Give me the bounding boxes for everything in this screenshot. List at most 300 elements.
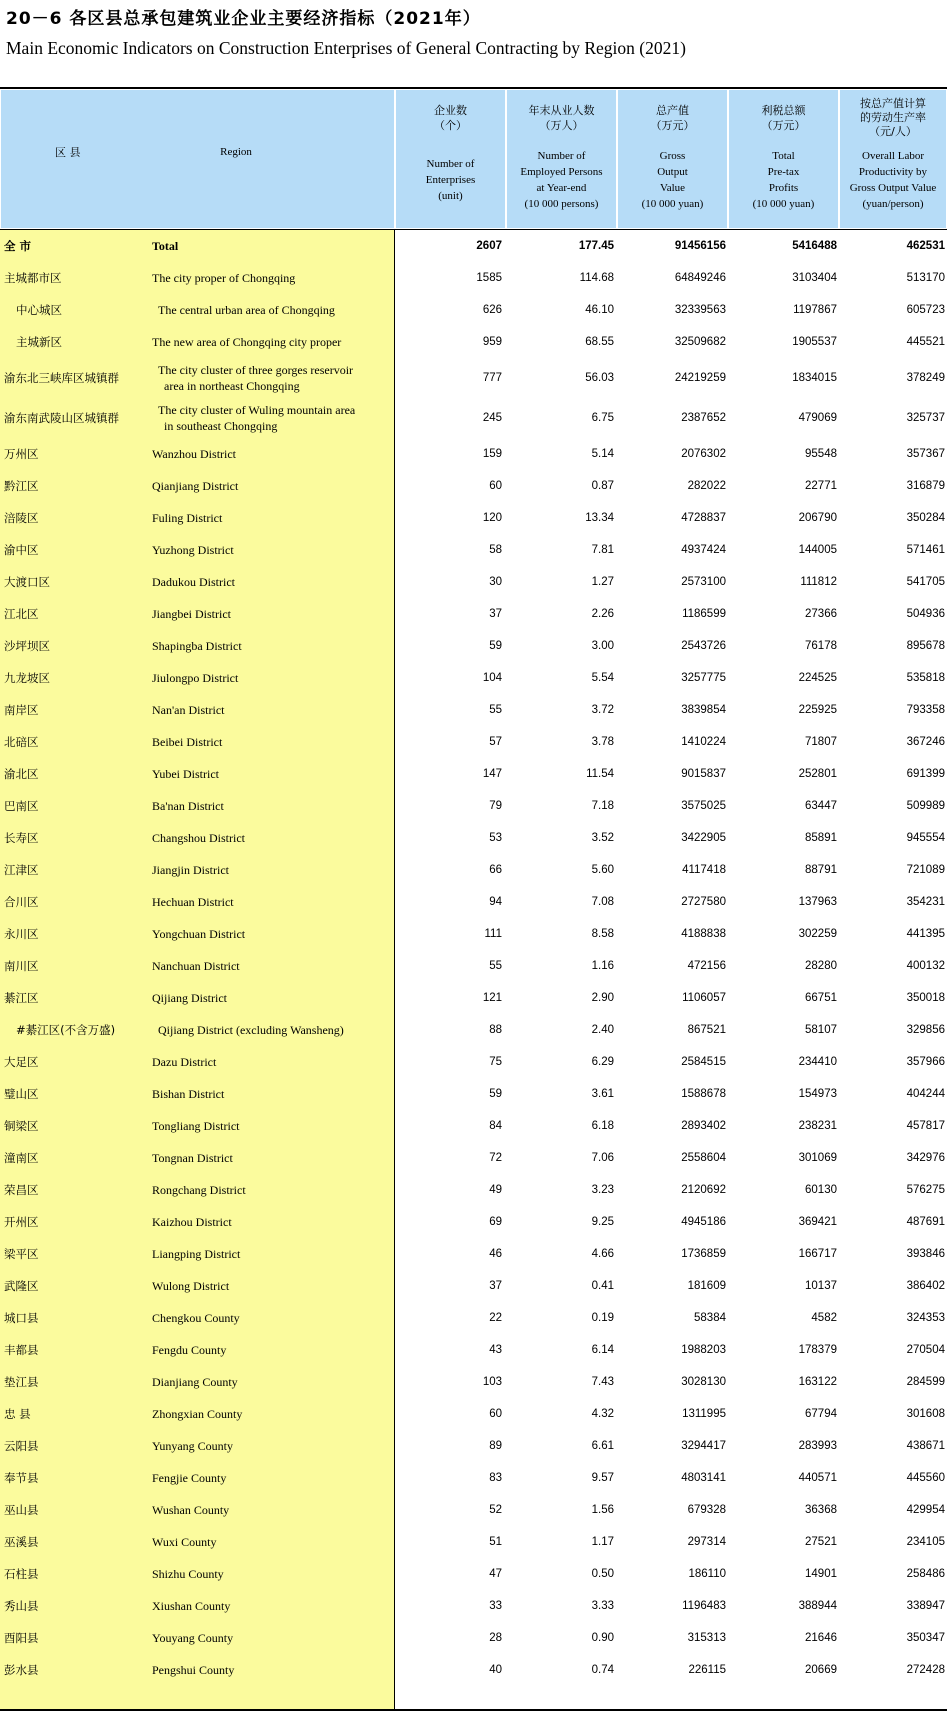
cell-productivity: 504936 <box>906 608 945 620</box>
row-region-cn: 忠 县 <box>4 1407 31 1421</box>
table-row <box>0 1046 947 1078</box>
header-col5-en3: Gross Output Value <box>849 182 937 194</box>
cell-employed: 9.25 <box>591 1216 614 1228</box>
row-region-cn: 渝东南武陵山区城镇群 <box>4 411 119 425</box>
table-row <box>0 398 947 438</box>
cell-productivity: 324353 <box>906 1312 945 1324</box>
cell-output: 32339563 <box>674 304 726 316</box>
row-region-en: Fengdu County <box>152 1343 227 1357</box>
table-row <box>0 918 947 950</box>
cell-enterprises: 121 <box>482 992 502 1004</box>
cell-output: 24219259 <box>674 372 726 384</box>
cell-employed: 1.17 <box>591 1536 614 1548</box>
table-row <box>0 502 947 534</box>
cell-output: 1106057 <box>682 992 726 1004</box>
row-region-en: Nanchuan District <box>152 959 240 973</box>
cell-profits: 369421 <box>798 1216 837 1228</box>
cell-productivity: 386402 <box>906 1280 945 1292</box>
cell-enterprises: 33 <box>489 1600 502 1612</box>
header-col2-en2: Employed Persons <box>520 166 603 178</box>
row-region-en: Shapingba District <box>152 639 242 653</box>
cell-enterprises: 159 <box>482 448 502 460</box>
cell-enterprises: 147 <box>482 768 502 780</box>
header-col-productivity <box>839 89 947 229</box>
cell-enterprises: 2607 <box>476 240 502 252</box>
cell-productivity: 357966 <box>906 1056 945 1068</box>
row-region-en: Qijiang District (excluding Wansheng) <box>158 1023 344 1037</box>
cell-output: 1588678 <box>681 1088 726 1100</box>
row-region-en: Ba'nan District <box>152 799 224 813</box>
table-row <box>0 470 947 502</box>
table-row <box>0 230 947 262</box>
cell-profits: 238231 <box>798 1120 837 1132</box>
cell-productivity: 325737 <box>906 412 945 424</box>
row-region-cn: 北碚区 <box>4 735 39 749</box>
row-region-cn: 涪陵区 <box>4 511 39 525</box>
cell-profits: 14901 <box>805 1568 837 1580</box>
cell-profits: 88791 <box>805 864 837 876</box>
row-region-en: Fengjie County <box>152 1471 227 1485</box>
cell-enterprises: 59 <box>489 1088 502 1100</box>
row-region-en: Xiushan County <box>152 1599 231 1613</box>
cell-employed: 7.81 <box>591 544 614 556</box>
header-col4-en3: Profits <box>768 182 799 194</box>
cell-profits: 154973 <box>798 1088 837 1100</box>
row-region-cn: 长寿区 <box>4 831 39 845</box>
cell-profits: 76178 <box>805 640 837 652</box>
cell-profits: 388944 <box>798 1600 837 1612</box>
header-col3-en2: Output <box>657 166 688 178</box>
cell-enterprises: 777 <box>482 372 502 384</box>
cell-enterprises: 103 <box>482 1376 502 1388</box>
cell-productivity: 445560 <box>906 1472 945 1484</box>
row-region-cn: 垫江县 <box>4 1375 39 1389</box>
row-region-cn: 丰都县 <box>4 1343 39 1357</box>
cell-enterprises: 59 <box>489 640 502 652</box>
header-region-en: Region <box>220 146 252 158</box>
table-row <box>0 1270 947 1302</box>
table-row <box>0 326 947 358</box>
header-col5-cn3: （元/人） <box>869 125 917 138</box>
cell-profits: 21646 <box>805 1632 837 1644</box>
table-row <box>0 982 947 1014</box>
cell-profits: 22771 <box>805 480 837 492</box>
table-row <box>0 1622 947 1654</box>
header-col-output <box>617 89 728 229</box>
cell-profits: 95548 <box>805 448 837 460</box>
row-region-cn: 大渡口区 <box>4 575 50 589</box>
cell-enterprises: 22 <box>489 1312 502 1324</box>
row-region-en: Yuzhong District <box>152 543 234 557</box>
table-row <box>0 598 947 630</box>
cell-output: 181609 <box>687 1280 726 1292</box>
cell-employed: 6.75 <box>591 412 614 424</box>
cell-output: 297314 <box>687 1536 726 1548</box>
cell-output: 2584515 <box>681 1056 726 1068</box>
table-row <box>0 694 947 726</box>
row-region-cn: 永川区 <box>4 927 39 941</box>
row-region-cn: 石柱县 <box>4 1567 39 1581</box>
cell-profits: 1905537 <box>792 336 837 348</box>
header-region-cell <box>0 89 395 229</box>
cell-productivity: 357367 <box>906 448 945 460</box>
cell-productivity: 513170 <box>906 272 945 284</box>
cell-profits: 440571 <box>798 1472 837 1484</box>
cell-output: 64849246 <box>674 272 726 284</box>
cell-profits: 1197867 <box>793 304 837 316</box>
cell-employed: 5.60 <box>591 864 614 876</box>
cell-output: 4803141 <box>681 1472 726 1484</box>
row-region-en <box>158 358 353 398</box>
cell-enterprises: 111 <box>484 928 502 940</box>
cell-output: 315313 <box>687 1632 726 1644</box>
cell-enterprises: 53 <box>489 832 502 844</box>
cell-profits: 137963 <box>798 896 837 908</box>
cell-enterprises: 959 <box>482 336 502 348</box>
table-row <box>0 854 947 886</box>
cell-profits: 1834015 <box>792 372 837 384</box>
header-col3-en4: (10 000 yuan) <box>641 198 704 210</box>
cell-productivity: 350347 <box>906 1632 945 1644</box>
row-region-cn: #綦江区(不含万盛) <box>16 1023 116 1037</box>
row-region-en: Tongnan District <box>152 1151 233 1165</box>
row-region-en: Wanzhou District <box>152 447 237 461</box>
cell-enterprises: 69 <box>489 1216 502 1228</box>
table-row <box>0 662 947 694</box>
header-col4-en4: (10 000 yuan) <box>752 198 815 210</box>
cell-productivity: 462531 <box>906 240 945 252</box>
table-row <box>0 1206 947 1238</box>
row-region-en: Qianjiang District <box>152 479 239 493</box>
header-col3-cn1: 总产值 <box>656 104 689 117</box>
table-row <box>0 726 947 758</box>
row-region-en: The new area of Chongqing city proper <box>152 335 342 349</box>
row-region-cn: 全 市 <box>4 239 32 253</box>
cell-output: 1988203 <box>681 1344 726 1356</box>
cell-productivity: 350018 <box>906 992 945 1004</box>
table-row <box>0 886 947 918</box>
row-region-en-line2: in southeast Chongqing <box>164 419 278 433</box>
cell-employed: 0.41 <box>591 1280 614 1292</box>
cell-output: 58384 <box>694 1312 726 1324</box>
header-col-profits <box>728 89 839 229</box>
cell-output: 3839854 <box>681 704 726 716</box>
row-region-en: Zhongxian County <box>152 1407 243 1421</box>
table-row <box>0 358 947 398</box>
header-col2-cn1: 年末从业人数 <box>528 104 595 117</box>
row-region-cn: 城口县 <box>4 1311 39 1325</box>
cell-employed: 0.90 <box>591 1632 614 1644</box>
cell-output: 3257775 <box>681 672 726 684</box>
cell-output: 9015837 <box>681 768 726 780</box>
cell-enterprises: 58 <box>489 544 502 556</box>
row-region-en: Liangping District <box>152 1247 241 1261</box>
table-row <box>0 1526 947 1558</box>
table-row <box>0 1398 947 1430</box>
cell-employed: 0.87 <box>591 480 614 492</box>
cell-employed: 3.33 <box>591 1600 614 1612</box>
table-body <box>0 230 947 1686</box>
cell-enterprises: 104 <box>482 672 502 684</box>
header-col1-cn2: （个） <box>434 119 467 132</box>
row-region-en: Chengkou County <box>152 1311 240 1325</box>
table-row <box>0 1590 947 1622</box>
cell-profits: 5416488 <box>792 240 837 252</box>
row-region-en: Kaizhou District <box>152 1215 232 1229</box>
cell-productivity: 272428 <box>906 1664 945 1676</box>
cell-profits: 10137 <box>805 1280 837 1292</box>
cell-enterprises: 88 <box>489 1024 502 1036</box>
cell-enterprises: 51 <box>489 1536 502 1548</box>
cell-output: 3575025 <box>681 800 726 812</box>
cell-employed: 3.00 <box>591 640 614 652</box>
row-region-en: Youyang County <box>152 1631 234 1645</box>
cell-profits: 67794 <box>805 1408 837 1420</box>
table-row <box>0 790 947 822</box>
row-region-cn: 渝中区 <box>4 543 39 557</box>
cell-productivity: 793358 <box>906 704 945 716</box>
cell-employed: 7.06 <box>591 1152 614 1164</box>
cell-enterprises: 1585 <box>476 272 502 284</box>
cell-productivity: 895678 <box>906 640 945 652</box>
cell-productivity: 441395 <box>906 928 945 940</box>
row-region-cn: 荣昌区 <box>4 1183 39 1197</box>
table-row <box>0 822 947 854</box>
row-region-en: Jiangjin District <box>152 863 229 877</box>
row-region-en: Yongchuan District <box>152 927 246 941</box>
row-region-cn: 巴南区 <box>4 799 39 813</box>
cell-productivity: 258486 <box>906 1568 945 1580</box>
cell-productivity: 234105 <box>906 1536 945 1548</box>
row-region-cn: 巫山县 <box>4 1503 39 1517</box>
row-region-cn: 合川区 <box>4 895 39 909</box>
cell-output: 4117418 <box>682 864 726 876</box>
table-row <box>0 294 947 326</box>
table-row <box>0 950 947 982</box>
cell-employed: 13.34 <box>585 512 614 524</box>
cell-employed: 1.56 <box>591 1504 614 1516</box>
cell-employed: 7.18 <box>591 800 614 812</box>
cell-output: 226115 <box>688 1664 726 1676</box>
table-header <box>0 89 947 229</box>
row-region-cn: 酉阳县 <box>4 1631 39 1645</box>
row-region-en-line1: The city cluster of Wuling mountain area <box>158 403 356 417</box>
cell-employed: 1.27 <box>591 576 614 588</box>
cell-profits: 58107 <box>805 1024 837 1036</box>
row-region-cn: 奉节县 <box>4 1471 39 1485</box>
cell-output: 2893402 <box>681 1120 726 1132</box>
row-region-cn: 九龙坡区 <box>4 671 50 685</box>
cell-enterprises: 626 <box>482 304 502 316</box>
table-row <box>0 1558 947 1590</box>
cell-profits: 283993 <box>798 1440 837 1452</box>
header-col1-en2: Enterprises <box>425 174 476 186</box>
cell-output: 4937424 <box>681 544 726 556</box>
cell-employed: 7.43 <box>591 1376 614 1388</box>
cell-employed: 3.52 <box>591 832 614 844</box>
table-row <box>0 1110 947 1142</box>
row-region-cn: 綦江区 <box>4 991 39 1005</box>
cell-output: 1410224 <box>681 736 726 748</box>
row-region-en: Total <box>152 239 179 253</box>
cell-profits: 27521 <box>805 1536 837 1548</box>
cell-output: 2387652 <box>681 412 726 424</box>
cell-productivity: 438671 <box>906 1440 945 1452</box>
table-row <box>0 1174 947 1206</box>
cell-output: 186110 <box>688 1568 726 1580</box>
table-row <box>0 566 947 598</box>
header-col-employed <box>506 89 617 229</box>
cell-employed: 0.50 <box>591 1568 614 1580</box>
cell-employed: 6.14 <box>591 1344 614 1356</box>
table-row <box>0 1654 947 1686</box>
cell-output: 3294417 <box>681 1440 726 1452</box>
row-region-cn: 南川区 <box>4 959 39 973</box>
cell-profits: 27366 <box>805 608 837 620</box>
row-region-en: Jiangbei District <box>152 607 231 621</box>
row-region-en: Dazu District <box>152 1055 217 1069</box>
cell-productivity: 576275 <box>906 1184 945 1196</box>
cell-employed: 2.40 <box>591 1024 614 1036</box>
header-col4-en2: Pre-tax <box>767 166 800 178</box>
cell-profits: 60130 <box>805 1184 837 1196</box>
row-region-en: Rongchang District <box>152 1183 246 1197</box>
header-col5-cn2: 的劳动生产率 <box>860 111 926 124</box>
table-title-chinese: 20－6 各区县总承包建筑业企业主要经济指标（2021年） <box>6 9 481 29</box>
cell-productivity: 270504 <box>906 1344 945 1356</box>
cell-profits: 111812 <box>800 576 837 588</box>
row-region-cn: 彭水县 <box>4 1663 39 1677</box>
cell-employed: 2.26 <box>591 608 614 620</box>
cell-output: 1311995 <box>682 1408 726 1420</box>
table-row <box>0 1302 947 1334</box>
row-region-en: The central urban area of Chongqing <box>158 303 335 317</box>
header-col3-en1: Gross <box>659 150 686 162</box>
row-region-en-line2: area in northeast Chongqing <box>164 379 300 393</box>
cell-enterprises: 40 <box>489 1664 502 1676</box>
cell-profits: 4582 <box>811 1312 837 1324</box>
cell-productivity: 945554 <box>906 832 945 844</box>
row-region-en: Pengshui County <box>152 1663 235 1677</box>
cell-employed: 3.23 <box>591 1184 614 1196</box>
cell-enterprises: 120 <box>482 512 502 524</box>
header-col5-en4: (yuan/person) <box>862 198 924 210</box>
cell-productivity: 571461 <box>906 544 945 556</box>
cell-output: 3422905 <box>681 832 726 844</box>
cell-output: 867521 <box>687 1024 726 1036</box>
cell-employed: 9.57 <box>591 1472 614 1484</box>
cell-productivity: 404244 <box>906 1088 945 1100</box>
cell-productivity: 338947 <box>906 1600 945 1612</box>
cell-output: 91456156 <box>674 240 726 252</box>
cell-profits: 178379 <box>798 1344 837 1356</box>
cell-output: 472156 <box>687 960 726 972</box>
row-region-cn: 沙坪坝区 <box>4 639 50 653</box>
cell-enterprises: 89 <box>489 1440 502 1452</box>
cell-employed: 7.08 <box>591 896 614 908</box>
row-region-cn: 铜梁区 <box>4 1119 39 1133</box>
header-col2-en1: Number of <box>537 150 586 162</box>
row-region-en: Nan'an District <box>152 703 225 717</box>
cell-productivity: 429954 <box>906 1504 945 1516</box>
cell-employed: 68.55 <box>585 336 614 348</box>
row-region-en: Hechuan District <box>152 895 234 909</box>
cell-employed: 0.19 <box>591 1312 614 1324</box>
row-region-en: Dadukou District <box>152 575 235 589</box>
cell-profits: 3103404 <box>792 272 837 284</box>
row-region-en: Beibei District <box>152 735 223 749</box>
cell-output: 2543726 <box>681 640 726 652</box>
row-region-en: Shizhu County <box>152 1567 224 1581</box>
cell-productivity: 541705 <box>906 576 945 588</box>
cell-enterprises: 60 <box>489 480 502 492</box>
cell-productivity: 301608 <box>906 1408 945 1420</box>
row-region-en <box>158 398 355 438</box>
cell-profits: 225925 <box>798 704 837 716</box>
row-region-en: The city proper of Chongqing <box>152 271 296 285</box>
row-region-en: Jiulongpo District <box>152 671 239 685</box>
header-col4-cn1: 利税总额 <box>761 104 806 117</box>
cell-profits: 301069 <box>798 1152 837 1164</box>
cell-enterprises: 94 <box>489 896 502 908</box>
cell-employed: 8.58 <box>591 928 614 940</box>
cell-output: 1736859 <box>681 1248 726 1260</box>
cell-enterprises: 37 <box>489 608 502 620</box>
cell-profits: 206790 <box>798 512 837 524</box>
cell-profits: 66751 <box>805 992 837 1004</box>
cell-employed: 46.10 <box>585 304 614 316</box>
row-region-en: Fuling District <box>152 511 223 525</box>
row-region-en: Wuxi County <box>152 1535 217 1549</box>
row-region-cn: 江北区 <box>4 607 39 621</box>
cell-output: 679328 <box>687 1504 726 1516</box>
row-region-cn: 万州区 <box>4 447 39 461</box>
header-col-enterprises <box>395 89 506 229</box>
table-row <box>0 1366 947 1398</box>
cell-employed: 177.45 <box>578 240 614 252</box>
table-row <box>0 438 947 470</box>
cell-enterprises: 49 <box>489 1184 502 1196</box>
cell-output: 3028130 <box>681 1376 726 1388</box>
cell-enterprises: 84 <box>489 1120 502 1132</box>
header-col5-en2: Productivity by <box>858 166 928 178</box>
cell-employed: 6.61 <box>591 1440 614 1452</box>
cell-output: 4728837 <box>681 512 726 524</box>
header-col3-cn2: （万元） <box>650 119 695 132</box>
cell-profits: 144005 <box>798 544 837 556</box>
cell-enterprises: 245 <box>482 412 502 424</box>
row-region-cn: 秀山县 <box>4 1599 39 1613</box>
cell-employed: 4.66 <box>591 1248 614 1260</box>
header-col5-en1: Overall Labor <box>862 150 924 162</box>
cell-output: 1196483 <box>682 1600 726 1612</box>
cell-enterprises: 46 <box>489 1248 502 1260</box>
row-region-en: Changshou District <box>152 831 245 845</box>
cell-output: 32509682 <box>674 336 726 348</box>
cell-profits: 166717 <box>798 1248 837 1260</box>
cell-output: 2120692 <box>681 1184 726 1196</box>
cell-enterprises: 52 <box>489 1504 502 1516</box>
cell-productivity: 316879 <box>906 480 945 492</box>
cell-enterprises: 60 <box>489 1408 502 1420</box>
cell-enterprises: 37 <box>489 1280 502 1292</box>
cell-enterprises: 47 <box>489 1568 502 1580</box>
row-region-en: Bishan District <box>152 1087 225 1101</box>
row-region-cn: 南岸区 <box>4 703 39 717</box>
header-col2-en4: (10 000 persons) <box>524 198 599 210</box>
cell-employed: 6.18 <box>591 1120 614 1132</box>
cell-employed: 5.14 <box>591 448 614 460</box>
